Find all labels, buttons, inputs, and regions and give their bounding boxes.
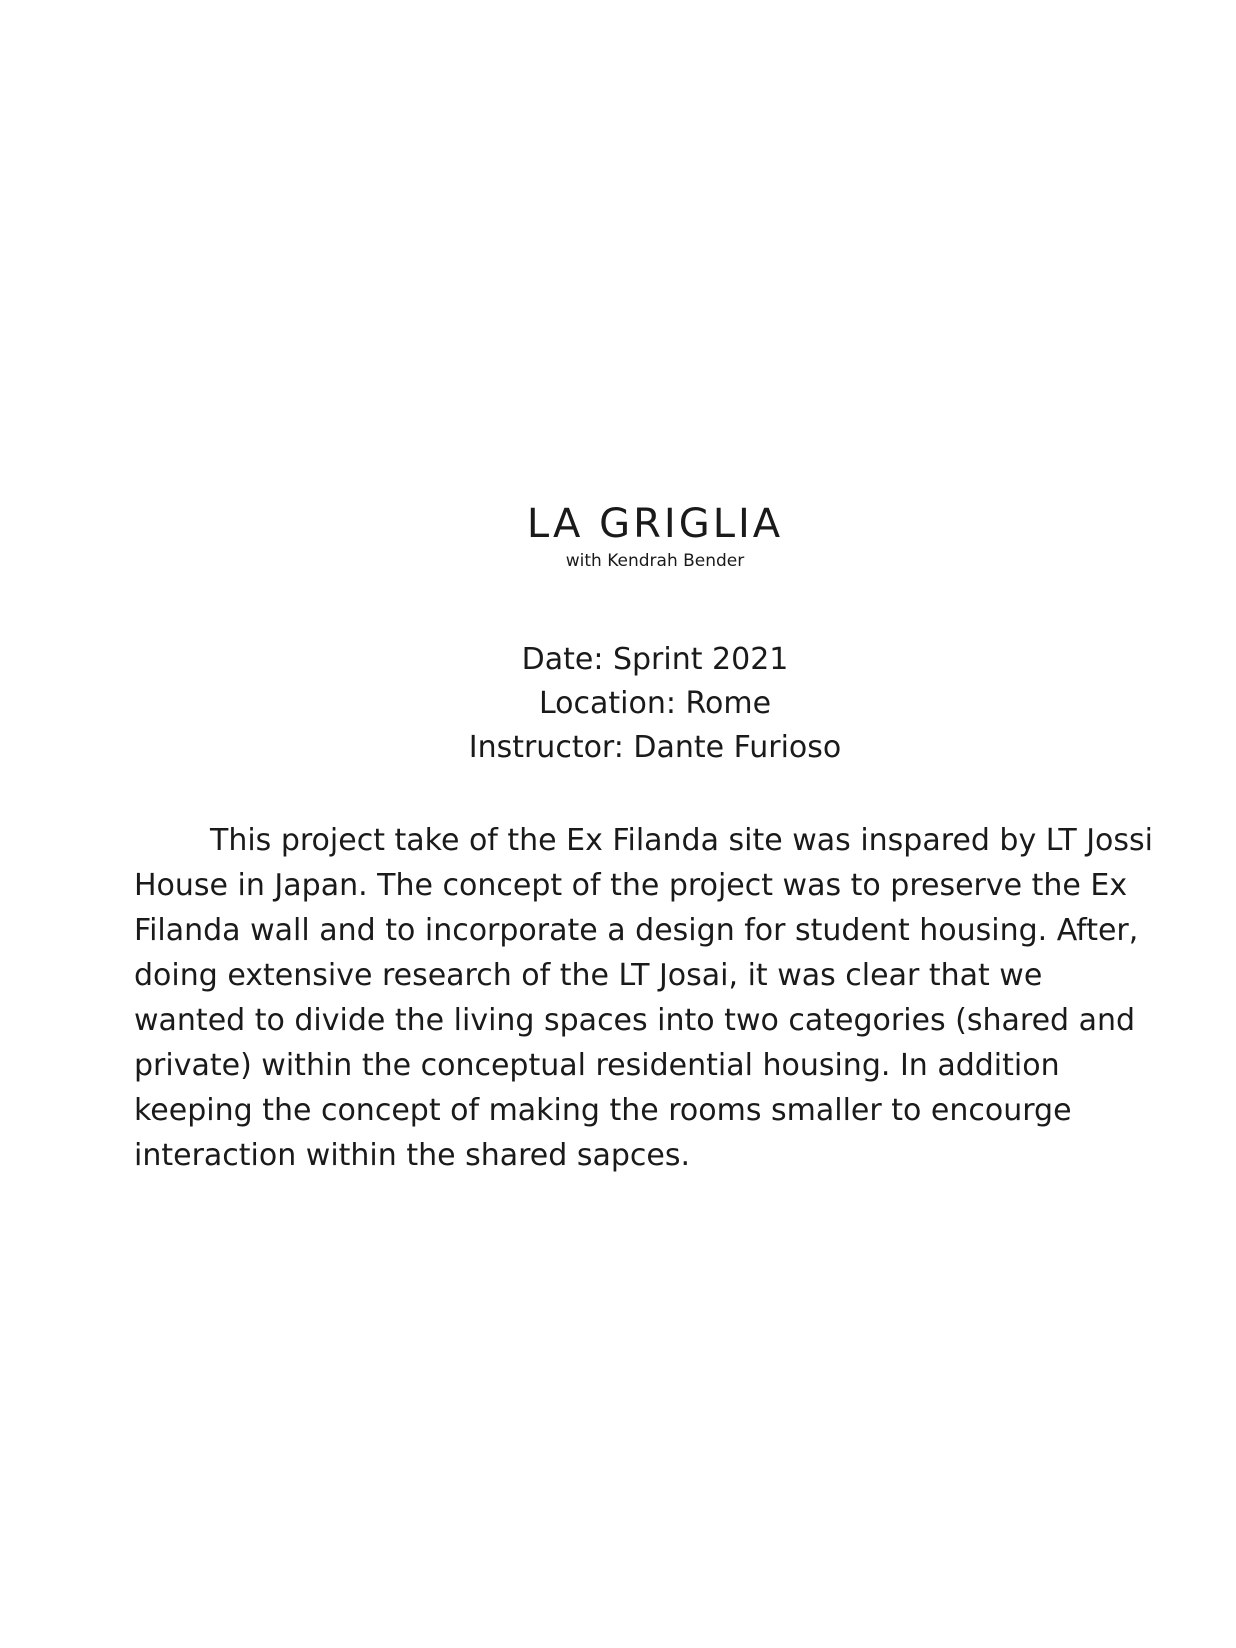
project-instructor: Instructor: Dante Furioso: [468, 730, 842, 765]
description-line: This project take of the Ex Filanda site was inspared by LT Jossi: [210, 823, 1154, 858]
project-location: Location: Rome: [538, 686, 772, 721]
description-line: interaction within the shared sapces.: [134, 1138, 690, 1173]
project-title: LA GRIGLIA: [526, 501, 784, 547]
project-details: [0, 638, 1236, 770]
description-line: doing extensive research of the LT Josai, it was clear that we: [134, 958, 1043, 993]
description-line: private) within the conceptual residential housing. In addition: [134, 1048, 1060, 1083]
project-date: Date: Sprint 2021: [521, 642, 789, 677]
description-line: House in Japan. The concept of the project was to preserve the Ex: [134, 868, 1128, 903]
project-description: [134, 818, 1194, 1178]
description-line: Filanda wall and to incorporate a design for student housing. After,: [134, 913, 1139, 948]
description-line: wanted to divide the living spaces into two categories (shared and: [134, 1003, 1136, 1038]
project-subtitle: with Kendrah Bender: [565, 551, 745, 571]
description-line: keeping the concept of making the rooms smaller to encourge: [134, 1093, 1072, 1128]
